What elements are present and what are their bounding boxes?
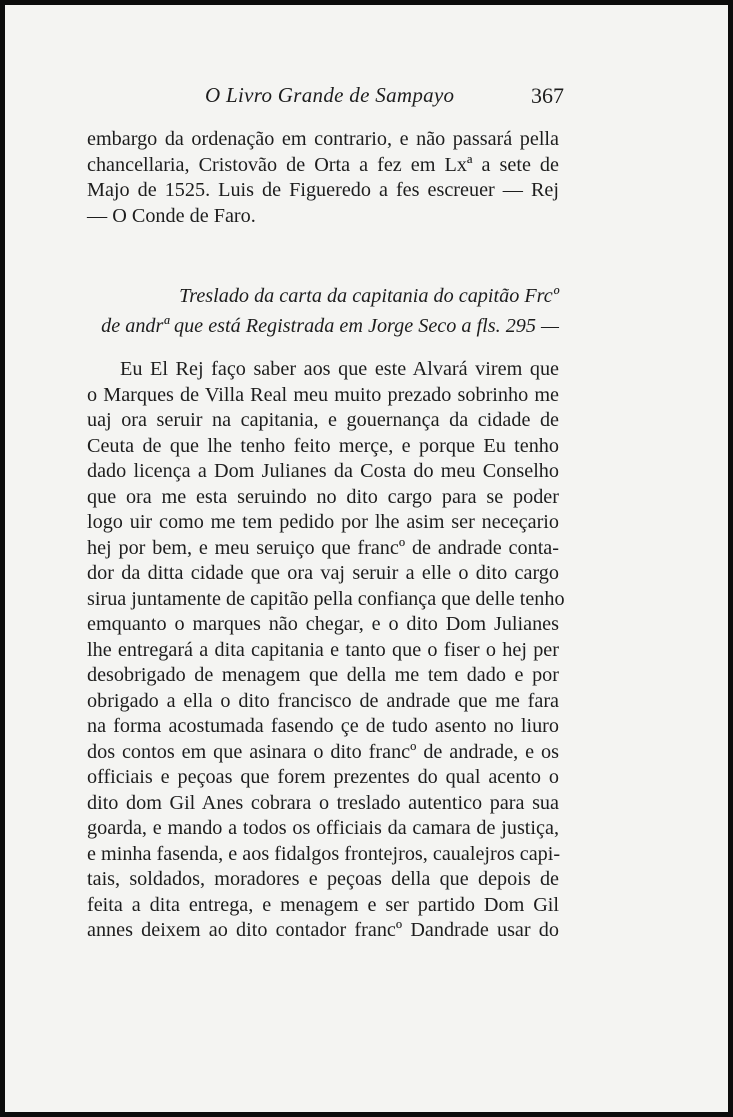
text-line: o Marques de Villa Real meu muito prezado sobrinho me [87,383,559,406]
text-line: goarda, e mando a todos os officiais da camara de justiça, [87,817,559,839]
text-line: — O Conde de Faro. [87,204,256,227]
text-line: logo uir como me tem pedido por lhe asim ser neceçario [87,511,559,533]
running-header [0,83,733,113]
text-line: chancellaria, Cristovão de Orta a fez em Lxª a sete de [87,153,559,176]
text-line: officiais e peçoas que forem prezentes do qual acento o [87,766,559,788]
text-line: feita a dita entrega, e menagem e ser partido Dom Gil [87,893,559,916]
running-title: O Livro Grande de Sampayo [205,83,455,107]
heading-line: de andrª que está Registrada em Jorge Seco a fls. 295 — [101,315,559,337]
text-line: lhe entregará a dita capitania e tanto que o fiser o hej per [87,638,559,661]
text-line: dado licença a Dom Julianes da Costa do meu Conselho [87,460,559,482]
text-line: que ora me esta seruindo no dito cargo para se poder [87,485,559,508]
text-line: hej por bem, e meu seruiço que francº de andrade conta- [87,536,559,559]
text-line: Ceuta de que lhe tenho feito merçe, e porque Eu tenho [87,434,559,457]
paragraph-alvara [87,357,565,944]
page-number: 367 [531,83,564,108]
text-line: dor da ditta cidade que ora vaj seruir a elle o dito cargo [87,562,559,584]
heading-line: Treslado da carta da capitania do capitão Frcº [179,285,559,307]
text-line: emquanto o marques não chegar, e o dito Dom Julianes [87,613,559,635]
text-line: uaj ora seruir na capitania, e gouernança da cidade de [87,409,559,431]
text-line: embargo da ordenação em contrario, e não passará pella [87,128,559,150]
text-line: sirua juntamente de capitão pella confiança que delle tenho [87,587,565,610]
text-line: annes deixem ao dito contador francº Dandrade usar do [87,919,559,941]
text-line: Eu El Rej faço saber aos que este Alvará virem que [120,358,559,380]
text-line: dito dom Gil Anes cobrara o treslado autentico para sua [87,791,559,814]
text-line: Majo de 1525. Luis de Figueredo a fes escreuer — Rej [87,179,559,201]
text-line: obrigado a ella o dito francisco de andrade que me fara [87,689,559,712]
text-line: desobrigado de menagem que della me tem dado e por [87,664,559,686]
text-line: tais, soldados, moradores e peçoas della que depois de [87,868,559,890]
text-line: e minha fasenda, e aos fidalgos frontejros, caualejros capi- [87,842,561,865]
section-heading [87,281,559,341]
text-line: na forma acostumada fasendo çe de tudo asento no liuro [87,715,559,737]
paragraph-continuation [87,127,559,229]
text-line: dos contos em que asinara o dito francº de andrade, e os [87,740,559,763]
